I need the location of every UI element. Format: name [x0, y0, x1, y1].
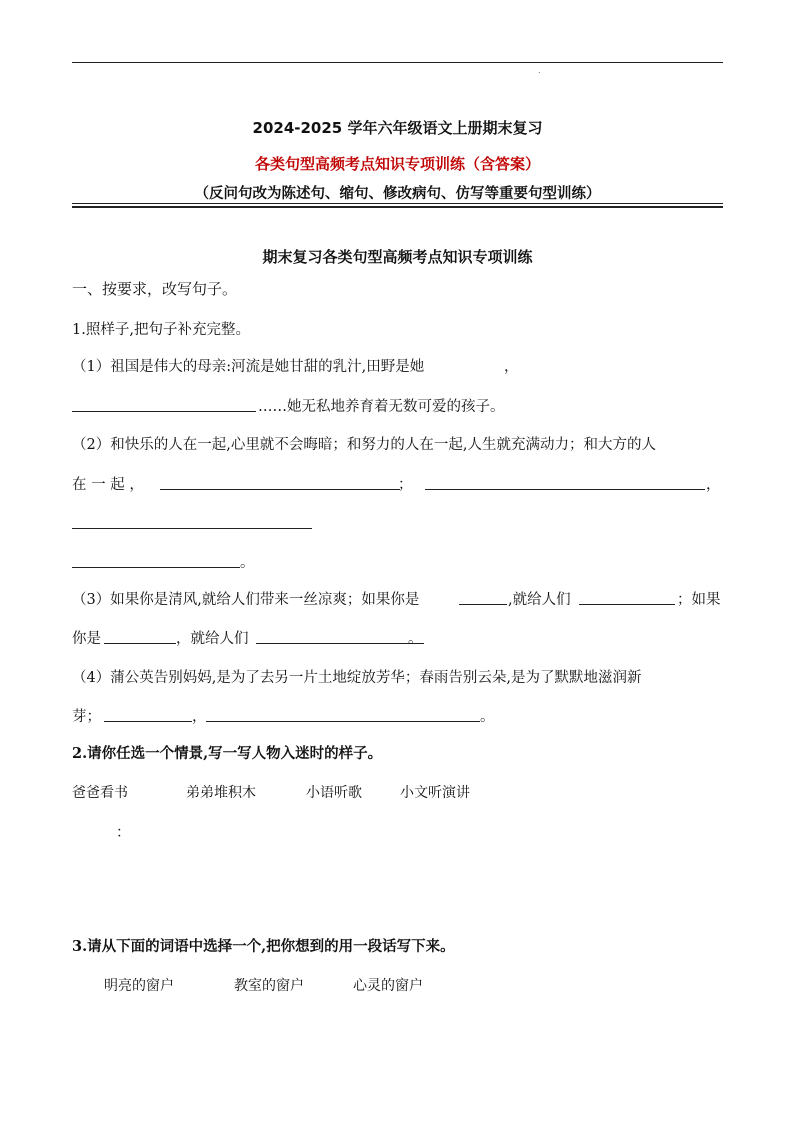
document-title: 2024-2025 学年六年级语文上册期末复习 [252, 119, 543, 137]
q1-part3-d: 你是 [72, 631, 101, 647]
q2-option: 小语听歌 [306, 785, 362, 801]
question-1-title: 1.照样子,把句子补充完整。 [72, 322, 250, 338]
section-1-title: 一、按要求，改写句子。 [72, 280, 238, 298]
answer-blank[interactable] [72, 411, 256, 412]
q1-part2-end: 。 [240, 555, 255, 571]
answer-blank[interactable] [104, 721, 192, 722]
q1-part3-a: （3）如果你是清风,就给人们带来一丝凉爽；如果你是 [72, 592, 420, 608]
question-3-title: 3.请从下面的词语中选择一个,把你想到的用一段话写下来。 [72, 938, 455, 955]
answer-blank[interactable] [160, 489, 400, 490]
q1-part3-c: ；如果 [677, 592, 721, 608]
q1-part1-line2: ……她无私地养育着无数可爱的孩子。 [258, 399, 505, 415]
q3-option: 心灵的窗户 [353, 978, 423, 994]
q1-part2-comma: ， [706, 477, 721, 493]
q1-part1-comma: ， [504, 359, 519, 375]
q1-part4-a: 芽； [72, 709, 101, 725]
answer-blank[interactable] [72, 567, 240, 568]
q2-option: 爸爸看书 [72, 785, 128, 801]
double-rule-bottom [72, 206, 723, 208]
q1-part2-semicolon: ； [398, 477, 413, 493]
q1-part3-end: 。 [408, 631, 423, 647]
q1-part4-line1: （4）蒲公英告别妈妈,是为了去另一片土地绽放芳华；春雨告别云朵,是为了默默地滋润新 [72, 670, 642, 686]
question-2-title: 2.请你任选一个情景,写一写人物入迷时的样子。 [72, 745, 383, 762]
q2-colon: ： [116, 825, 131, 841]
answer-blank[interactable] [104, 643, 176, 644]
q1-part3-e: ，就给人们 [176, 631, 249, 647]
q1-part3-b: ,就给人们 [508, 592, 571, 608]
q1-part2-prefix: 在 一 起 ， [72, 477, 144, 493]
header-dot: . [538, 66, 541, 75]
q2-option: 弟弟堆积木 [186, 785, 256, 801]
q1-part1-line1: （1）祖国是伟大的母亲:河流是她甘甜的乳汁,田野是她 [72, 359, 425, 375]
answer-blank[interactable] [579, 604, 675, 605]
answer-blank[interactable] [256, 643, 424, 644]
document-subtitle-2: （反问句改为陈述句、缩句、修改病句、仿写等重要句型训练） [194, 185, 601, 202]
double-rule-top [72, 203, 723, 204]
answer-blank[interactable] [425, 489, 705, 490]
q3-option: 明亮的窗户 [104, 978, 174, 994]
q1-part2-line1: （2）和快乐的人在一起,心里就不会晦暗；和努力的人在一起,人生就充满动力；和大方的人 [72, 437, 656, 453]
document-subtitle: 各类句型高频考点知识专项训练（含答案） [254, 155, 540, 173]
q3-option: 教室的窗户 [234, 978, 304, 994]
q2-option: 小文听演讲 [400, 785, 470, 801]
q1-part4-end: 。 [480, 709, 495, 725]
top-rule [72, 62, 723, 63]
answer-blank[interactable] [459, 604, 507, 605]
section-heading: 期末复习各类句型高频考点知识专项训练 [262, 248, 533, 266]
answer-blank[interactable] [72, 528, 312, 529]
q1-part4-b: ， [192, 709, 207, 725]
answer-blank[interactable] [206, 721, 480, 722]
